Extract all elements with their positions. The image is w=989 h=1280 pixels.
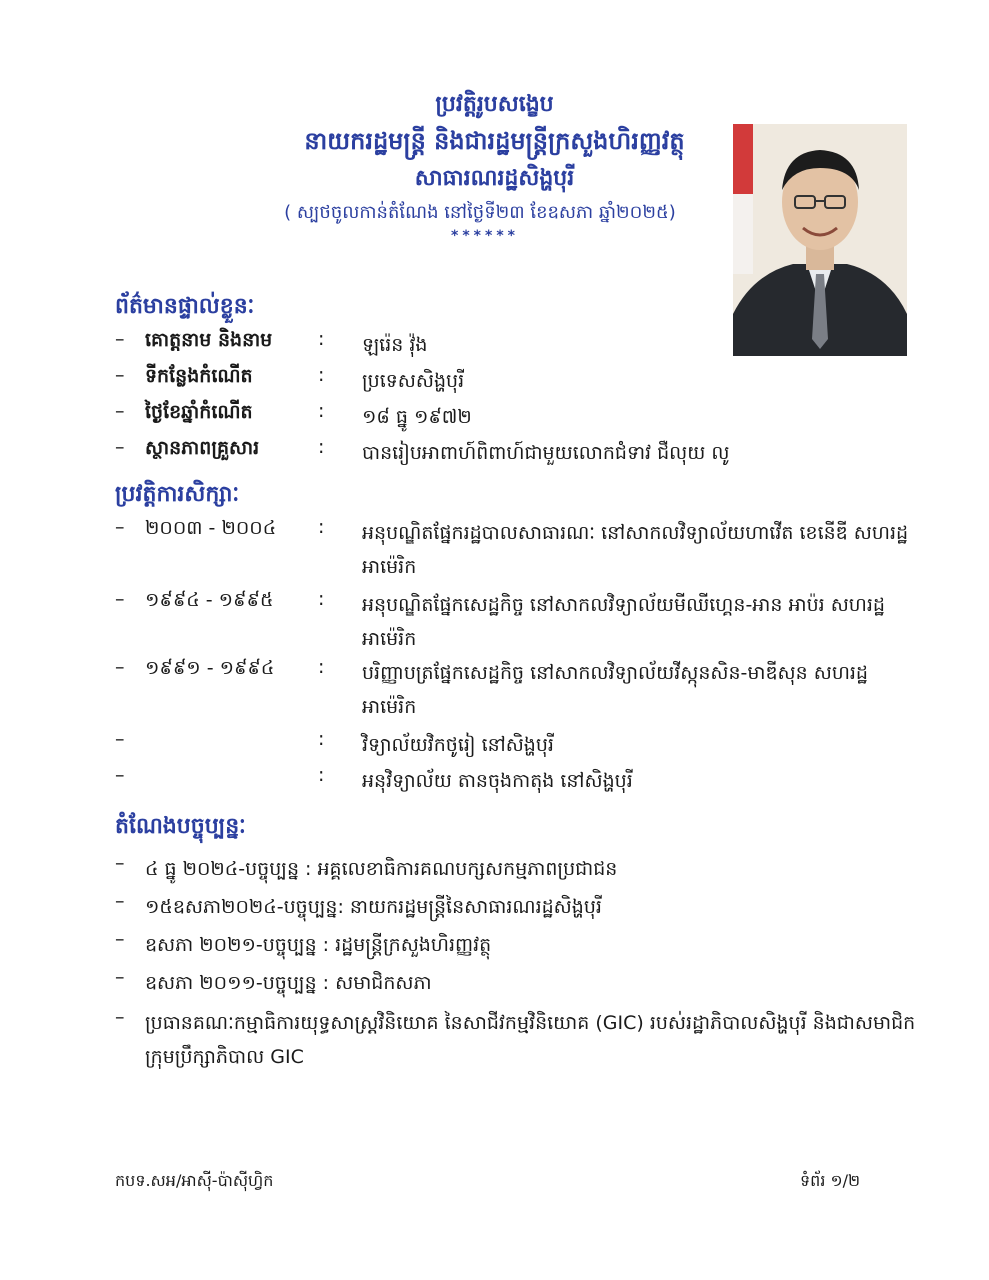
bullet-dash: –: [115, 588, 125, 610]
bullet-dash: –: [115, 764, 125, 786]
field-label: ថ្ងៃខែឆ្នាំកំណើត: [145, 401, 253, 423]
position-text: ៤ ធ្នូ ២០២៤-បច្ចុប្បន្ន : អគ្គលេខាធិការគណបក្សសកម្មភាពប្រជាជន: [145, 858, 618, 880]
position-text: ប្រធានគណៈកម្មាធិការយុទ្ធសាស្ត្រវិនិយោគ នៃសាជីវកម្មវិនិយោគ (GIC) របស់រដ្ឋាភិបាលសិង្ហបុរី និងជាសមាជិកក្រុមប្រឹក្សាភិបាល GIC: [145, 1012, 916, 1068]
education-years: ១៩៩៤ - ១៩៩៥: [145, 589, 274, 611]
separator-colon: :: [318, 364, 325, 386]
education-years: ១៩៩១ - ១៩៩៤: [145, 657, 275, 679]
separator-colon: :: [318, 764, 325, 786]
section-current-positions-title: តំណែងបច្ចុប្បន្នៈ: [115, 814, 246, 839]
separator-colon: :: [318, 400, 325, 422]
bullet-dash: –: [115, 328, 125, 350]
separator-colon: :: [318, 656, 325, 678]
field-label: ទីកន្លែងកំណើត: [145, 365, 253, 387]
field-value: បានរៀបអាពាហ៍ពិពាហ៍ជាមួយលោកជំទាវ ជឺលុយ លូ: [362, 442, 730, 464]
field-value: ១៨ ធ្នូ ១៩៧២: [362, 406, 472, 428]
bullet-dash: –: [115, 928, 125, 950]
bullet-dash: –: [115, 364, 125, 386]
bullet-dash: –: [115, 966, 125, 988]
header-stars: ******: [451, 228, 519, 244]
bullet-dash: –: [115, 656, 125, 678]
separator-colon: :: [318, 436, 325, 458]
bullet-dash: –: [115, 890, 125, 912]
document-title: ប្រវត្តិរូបសង្ខេប: [435, 92, 554, 117]
education-years: ២០០៣ - ២០០៤: [145, 517, 277, 539]
field-value: ប្រទេសសិង្ហបុរី: [362, 370, 465, 392]
bullet-dash: –: [115, 852, 125, 874]
position-text: ឧសភា ២០២១-បច្ចុប្បន្ន : រដ្ឋមន្ត្រីក្រសួងហិរញ្ញវត្ថុ: [145, 934, 492, 956]
bullet-dash: –: [115, 1006, 125, 1028]
separator-colon: :: [318, 728, 325, 750]
bullet-dash: –: [115, 516, 125, 538]
document-subtitle: ( ស្បថចូលកាន់តំណែង នៅថ្ងៃទី២៣ ខែឧសភា ឆ្នាំ២០២៥): [284, 202, 676, 223]
bullet-dash: –: [115, 400, 125, 422]
education-degree: បរិញ្ញាបត្រផ្នែកសេដ្ឋកិច្ច នៅសាកលវិទ្យាល័យវីស្កុនសិន-មាឌីសុន សហរដ្ឋអាម៉េរិក: [362, 662, 868, 718]
document-title-country: សាធារណរដ្ឋសិង្ហបុរី: [414, 166, 575, 191]
page-number: ទំព័រ ១/២: [800, 1171, 861, 1190]
portrait-photo: [733, 124, 907, 356]
separator-colon: :: [318, 588, 325, 610]
footer-department: កបទ.សអ/អាស៊ី-ប៉ាស៊ីហ្វិក: [115, 1171, 274, 1190]
separator-colon: :: [318, 328, 325, 350]
field-label: គោត្តនាម និងនាម: [145, 329, 273, 351]
education-degree: វិទ្យាល័យវិកថូរៀ នៅសិង្ហបុរី: [362, 734, 554, 756]
document-title-position: នាយករដ្ឋមន្ត្រី និងជារដ្ឋមន្ត្រីក្រសួងហិរញ្ញវត្ថុ: [304, 127, 685, 155]
separator-colon: :: [318, 516, 325, 538]
field-label: ស្ថានភាពគ្រួសារ: [145, 437, 260, 459]
section-education-title: ប្រវត្តិការសិក្សាៈ: [115, 482, 240, 507]
position-text: ឧសភា ២០១១-បច្ចុប្បន្ន : សមាជិកសភា: [145, 972, 432, 994]
field-value: ឡរ៉េន វ៉ុង: [362, 334, 428, 356]
bullet-dash: –: [115, 728, 125, 750]
education-degree: អនុបណ្ឌិតផ្នែករដ្ឋបាលសាធារណៈ នៅសាកលវិទ្យាល័យហាវើត ខេនើឌី សហរដ្ឋអាម៉េរិក: [362, 522, 909, 578]
education-degree: អនុវិទ្យាល័យ តានចុងកាតុង នៅសិង្ហបុរី: [362, 770, 633, 792]
education-degree: អនុបណ្ឌិតផ្នែកសេដ្ឋកិច្ច នៅសាកលវិទ្យាល័យមីឈីហ្គេន-អាន អាប៉រ សហរដ្ឋអាម៉េរិក: [362, 594, 885, 650]
bullet-dash: –: [115, 436, 125, 458]
position-text: ១៥ឧសភា២០២៤-បច្ចុប្បន្ន: នាយករដ្ឋមន្ត្រីនៃសាធារណរដ្ឋសិង្ហបុរី: [145, 896, 602, 918]
section-personal-info-title: ព័ត៌មានផ្ទាល់ខ្លួនៈ: [115, 294, 255, 319]
